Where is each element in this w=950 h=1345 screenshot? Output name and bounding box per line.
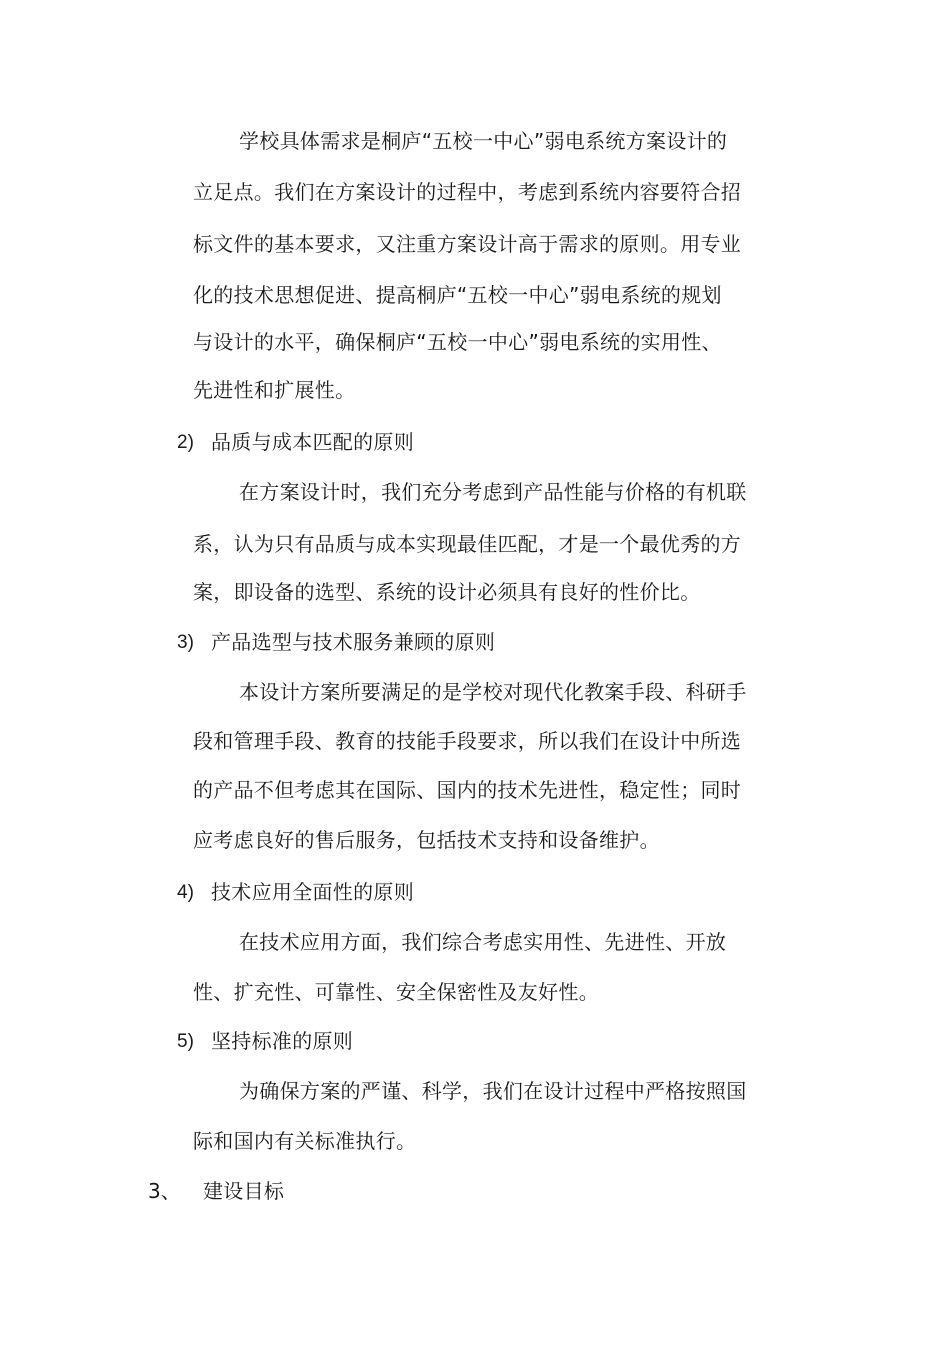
list-number: 5) [177,1031,194,1052]
list-number: 2) [177,432,194,453]
section-number: 3、 [148,1179,181,1203]
paragraph-line: 在方案设计时，我们充分考虑到产品性能与价格的有机联 [239,480,747,504]
paragraph-line: 为确保方案的严谨、科学，我们在设计过程中严格按照国 [239,1079,747,1103]
paragraph-line: 先进性和扩展性。 [193,378,356,402]
paragraph-line: 应考虑良好的售后服务，包括技术支持和设备维护。 [193,828,660,852]
paragraph-line: 的产品不但考虑其在国际、国内的技术先进性，稳定性；同时 [193,778,742,802]
section-title: 建设目标 [203,1179,285,1203]
paragraph-line: 在技术应用方面，我们综合考虑实用性、先进性、开放 [239,930,727,954]
paragraph-line: 标文件的基本要求，又注重方案设计高于需求的原则。用专业 [193,232,742,256]
paragraph-line: 学校具体需求是桐庐“五校一中心”弱电系统方案设计的 [239,129,728,153]
paragraph-line: 段和管理手段、教育的技能手段要求，所以我们在设计中所选 [193,729,742,753]
paragraph-line: 际和国内有关标准执行。 [193,1129,417,1153]
paragraph-line: 本设计方案所要满足的是学校对现代化教案手段、科研手 [239,680,747,704]
paragraph-line: 与设计的水平，确保桐庐“五校一中心”弱电系统的实用性、 [193,330,722,354]
paragraph-line: 性、扩充性、可靠性、安全保密性及友好性。 [193,980,599,1004]
paragraph-line: 立足点。我们在方案设计的过程中，考虑到系统内容要符合招 [193,180,742,204]
list-item-title: 品质与成本匹配的原则 [211,430,414,454]
paragraph-line: 化的技术思想促进、提高桐庐“五校一中心”弱电系统的规划 [193,283,722,307]
list-number: 4) [177,882,194,903]
list-number: 3) [177,632,194,653]
paragraph-line: 案，即设备的选型、系统的设计必须具有良好的性价比。 [193,580,701,604]
list-item-title: 技术应用全面性的原则 [211,880,414,904]
list-item-title: 产品选型与技术服务兼顾的原则 [211,630,496,654]
paragraph-line: 系，认为只有品质与成本实现最佳匹配，才是一个最优秀的方 [193,532,742,556]
list-item-title: 坚持标准的原则 [211,1029,354,1053]
